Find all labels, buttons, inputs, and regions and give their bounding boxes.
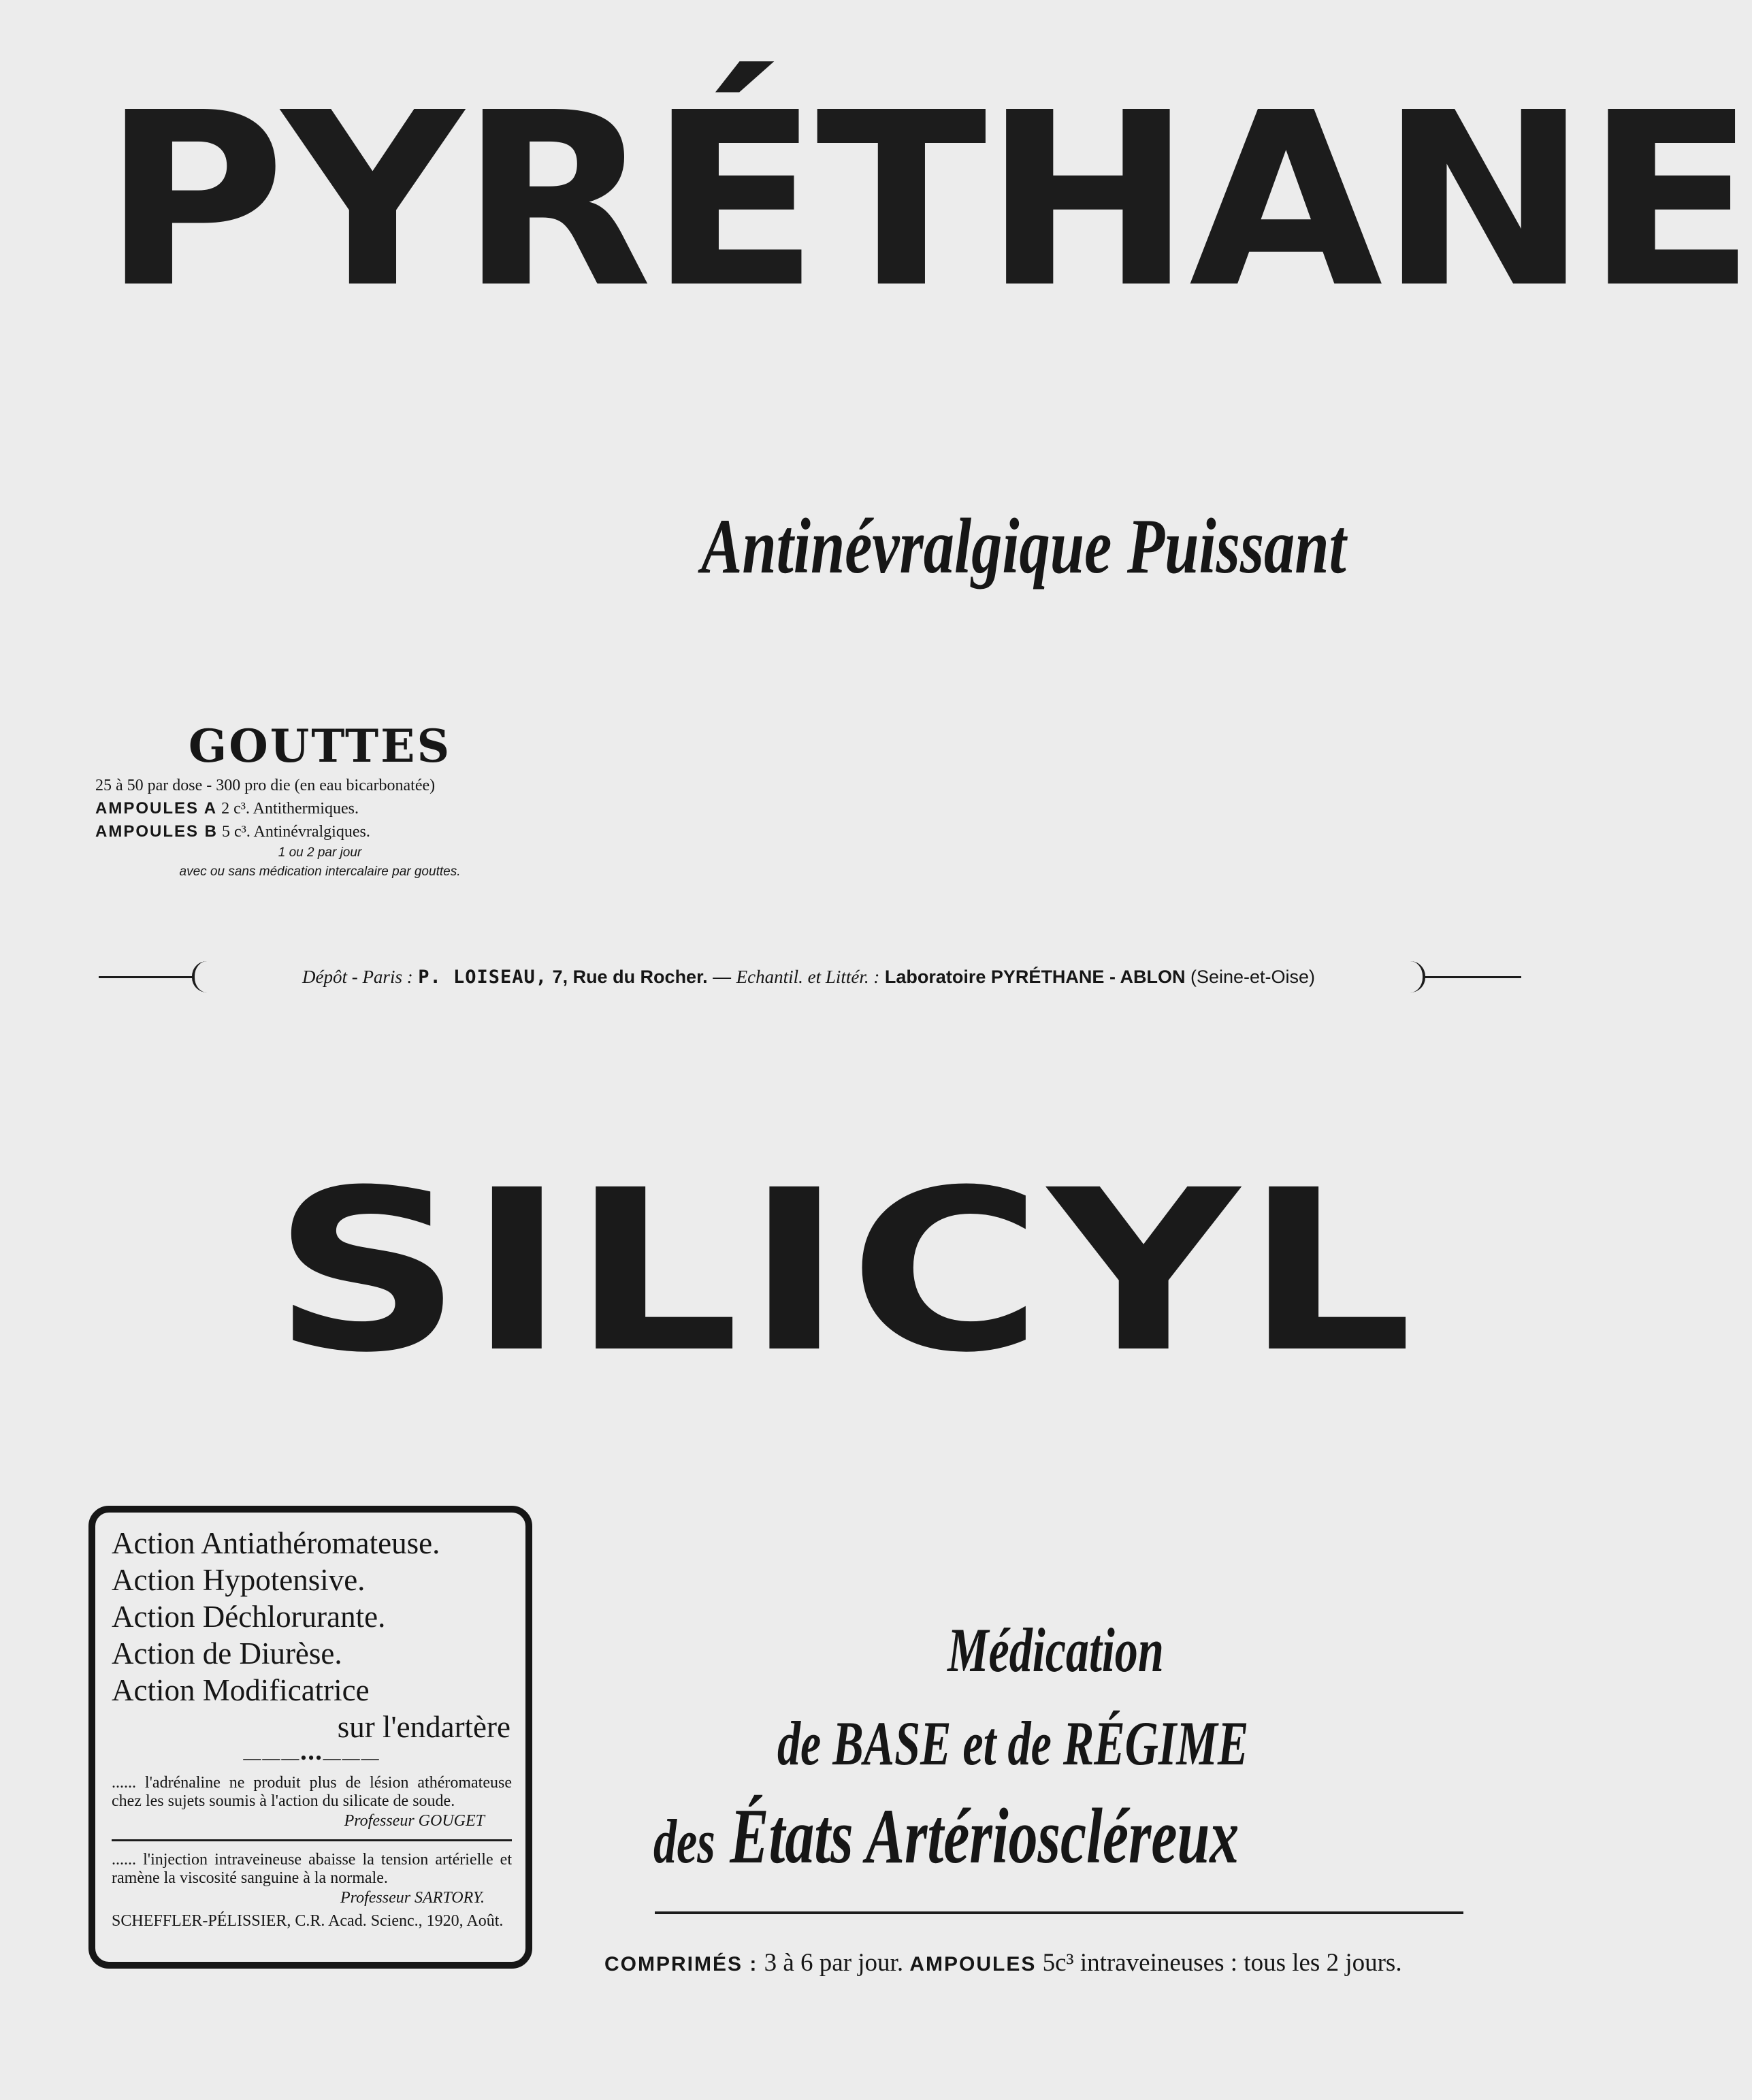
depot-banner	[192, 961, 1425, 992]
depot-address: 7, Rue du Rocher.	[552, 967, 708, 987]
comprimes-text: 3 à 6 par jour.	[764, 1949, 904, 1977]
ampoules-label: AMPOULES	[909, 1953, 1037, 1975]
ornament-divider: ———•••———	[243, 1748, 380, 1768]
silicyl-title: SILICYL	[272, 1142, 1418, 1402]
ampoule-b-label: AMPOULES B	[95, 822, 218, 841]
gouttes-dose-line: 25 à 50 par dose - 300 pro die (en eau bicarbonatée)	[95, 776, 436, 794]
ampoule-a-line	[95, 797, 545, 820]
depot-name: P. LOISEAU,	[418, 967, 548, 988]
pyrethane-subtitle: Antinévralgique Puissant	[701, 503, 1346, 590]
box-footer-citation: SCHEFFLER-PÉLISSIER, C.R. Acad. Scienc., 1920, Août.	[112, 1912, 504, 1930]
gouttes-note: avec ou sans médication intercalaire par gouttes.	[179, 864, 461, 879]
action-item: Action Hypotensive.	[112, 1563, 366, 1597]
lab-city: - ABLON	[1109, 967, 1186, 987]
action-item: Action Déchlorurante.	[112, 1600, 386, 1634]
actions-box	[88, 1506, 532, 1969]
dosage-line	[604, 1950, 1402, 1975]
depot-label: Dépôt - Paris :	[302, 967, 413, 987]
ampoule-a-label: AMPOULES A	[95, 798, 218, 818]
ampoules-text: 5c³ intraveineuses : tous les 2 jours.	[1042, 1949, 1402, 1977]
ampoule-b-text: 5 c³. Antinévralgiques.	[222, 822, 370, 841]
depot-dash: —	[713, 967, 732, 987]
quote-sartory-author: Professeur SARTORY.	[340, 1889, 485, 1907]
medication-line-3-main: États Artérioscléreux	[730, 1793, 1239, 1880]
medication-line-1: Médication	[947, 1615, 1164, 1685]
action-tail: sur l'endartère	[337, 1710, 510, 1744]
medication-rule	[655, 1911, 1463, 1914]
lab-region: (Seine-et-Oise)	[1190, 967, 1316, 987]
quote-gouget: ...... l'adrénaline ne produit plus de lésion athéromateuse chez les sujets soumis à l'action du silicate de soude.	[112, 1774, 512, 1810]
ampoule-b-line	[95, 820, 545, 843]
medication-line-3-prefix: des	[653, 1807, 715, 1876]
quote-gouget-author: Professeur GOUGET	[344, 1812, 485, 1830]
lab-name: Laboratoire PYRÉTHANE	[884, 967, 1105, 987]
ampoule-a-text: 2 c³. Antithermiques.	[221, 799, 359, 818]
echantil-label: Echantil. et Littér. :	[736, 967, 880, 987]
quote-sartory: ...... l'injection intraveineuse abaisse la tension artérielle et ramène la viscosité sanguine à la normale.	[112, 1851, 512, 1887]
comprimes-label: COMPRIMÉS :	[604, 1953, 758, 1975]
gouttes-heading: GOUTTES	[188, 720, 452, 773]
action-item: Action Antiathéromateuse.	[112, 1526, 440, 1560]
box-divider	[112, 1839, 512, 1841]
gouttes-per-day: 1 ou 2 par jour	[278, 845, 362, 860]
pyrethane-title: PYRÉTHANE	[102, 61, 1752, 341]
action-item: Action de Diurèse.	[112, 1636, 342, 1670]
medication-line-2: de BASE et de RÉGIME	[777, 1709, 1249, 1778]
action-item: Action Modificatrice	[112, 1673, 370, 1707]
medication-line-3	[653, 1793, 1239, 1880]
gouttes-block	[95, 722, 545, 882]
